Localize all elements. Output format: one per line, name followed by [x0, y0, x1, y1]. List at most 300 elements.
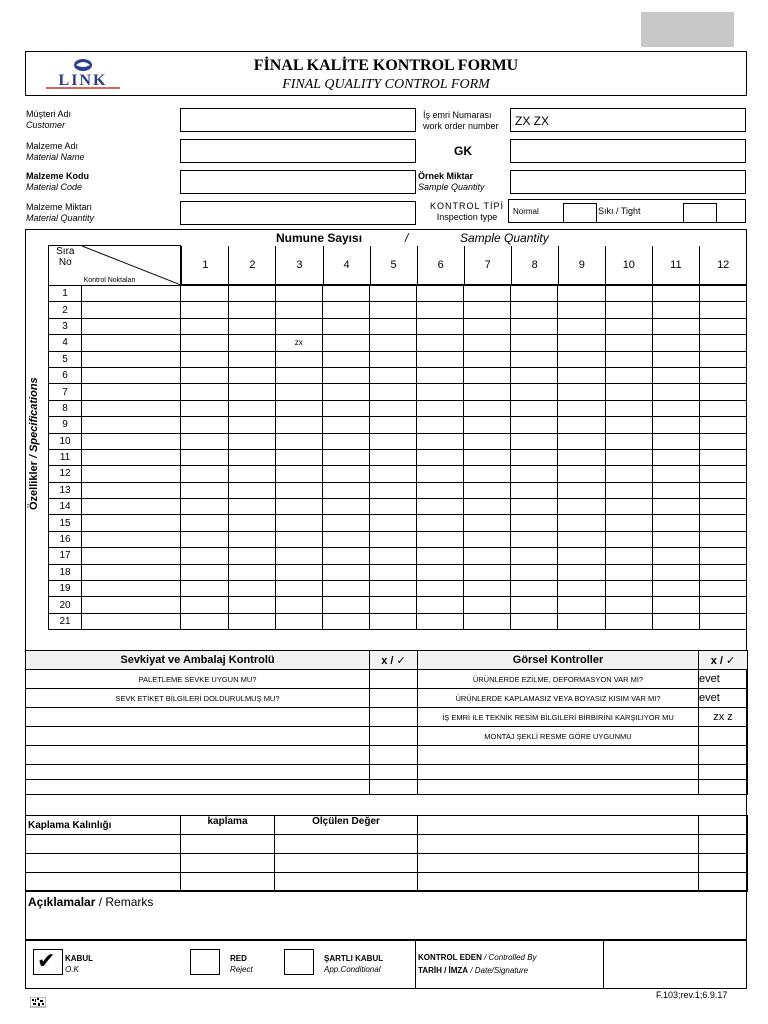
- visual-item[interactable]: [418, 780, 699, 795]
- measurement-cell[interactable]: [558, 515, 605, 531]
- measurement-cell[interactable]: [369, 433, 416, 449]
- measurement-cell[interactable]: [369, 302, 416, 318]
- measurement-cell[interactable]: [228, 449, 275, 465]
- measurement-cell[interactable]: [652, 564, 699, 580]
- gk-field[interactable]: [510, 139, 746, 163]
- control-point-cell[interactable]: [82, 318, 181, 334]
- measurement-cell[interactable]: [652, 449, 699, 465]
- measurement-cell[interactable]: [652, 531, 699, 547]
- measurement-cell[interactable]: [558, 564, 605, 580]
- coating-cell[interactable]: [275, 854, 418, 873]
- measurement-cell[interactable]: [369, 335, 416, 351]
- signature-field[interactable]: [604, 941, 746, 988]
- measurement-cell[interactable]: [228, 384, 275, 400]
- control-point-cell[interactable]: [82, 286, 181, 302]
- measurement-cell[interactable]: [369, 482, 416, 498]
- visual-extra-cell[interactable]: [699, 854, 748, 873]
- measurement-cell[interactable]: [558, 384, 605, 400]
- measurement-cell[interactable]: [275, 581, 322, 597]
- shipping-mark-cell[interactable]: [370, 746, 418, 765]
- coating-cell[interactable]: [181, 873, 275, 892]
- measurement-cell[interactable]: [511, 564, 558, 580]
- measurement-cell[interactable]: [417, 400, 464, 416]
- control-point-cell[interactable]: [82, 384, 181, 400]
- measurement-cell[interactable]: [652, 466, 699, 482]
- control-point-cell[interactable]: [82, 433, 181, 449]
- visual-item[interactable]: [418, 746, 699, 765]
- measurement-cell[interactable]: [275, 302, 322, 318]
- control-point-cell[interactable]: [82, 515, 181, 531]
- measurement-cell[interactable]: [511, 384, 558, 400]
- measurement-cell[interactable]: [275, 351, 322, 367]
- visual-extra-cell[interactable]: [418, 835, 699, 854]
- measurement-cell[interactable]: [275, 286, 322, 302]
- measurement-cell[interactable]: [699, 531, 746, 547]
- measurement-cell[interactable]: [511, 449, 558, 465]
- measurement-cell[interactable]: [181, 335, 228, 351]
- measurement-cell[interactable]: [275, 384, 322, 400]
- measurement-cell[interactable]: [275, 318, 322, 334]
- measurement-cell[interactable]: [699, 548, 746, 564]
- measurement-cell[interactable]: [558, 482, 605, 498]
- measurement-cell[interactable]: [511, 531, 558, 547]
- measurement-cell[interactable]: [228, 433, 275, 449]
- measurement-cell[interactable]: [322, 400, 369, 416]
- visual-extra-cell[interactable]: [699, 873, 748, 892]
- measurement-cell[interactable]: [417, 564, 464, 580]
- shipping-item[interactable]: [26, 746, 370, 765]
- measurement-cell[interactable]: [558, 613, 605, 629]
- measurement-cell[interactable]: [605, 597, 652, 613]
- control-point-cell[interactable]: [82, 302, 181, 318]
- measurement-cell[interactable]: [417, 581, 464, 597]
- measurement-cell[interactable]: [369, 449, 416, 465]
- work-order-field[interactable]: [510, 108, 746, 132]
- sartli-checkbox[interactable]: [284, 949, 314, 975]
- measurement-cell[interactable]: [369, 466, 416, 482]
- measurement-cell[interactable]: [605, 499, 652, 515]
- measurement-cell[interactable]: [605, 466, 652, 482]
- measurement-cell[interactable]: [275, 548, 322, 564]
- measurement-cell[interactable]: [605, 302, 652, 318]
- control-point-cell[interactable]: [82, 335, 181, 351]
- measurement-cell[interactable]: [652, 335, 699, 351]
- visual-mark-cell[interactable]: [699, 746, 748, 765]
- measurement-cell[interactable]: [464, 286, 511, 302]
- measurement-cell[interactable]: [605, 482, 652, 498]
- measurement-cell[interactable]: [605, 613, 652, 629]
- shipping-mark-cell[interactable]: [370, 765, 418, 780]
- measurement-cell[interactable]: [605, 449, 652, 465]
- measurement-cell[interactable]: [322, 286, 369, 302]
- measurement-cell[interactable]: [511, 286, 558, 302]
- measurement-cell[interactable]: [275, 531, 322, 547]
- measurement-cell[interactable]: [417, 318, 464, 334]
- measurement-cell[interactable]: [464, 548, 511, 564]
- control-point-cell[interactable]: [82, 482, 181, 498]
- measurement-cell[interactable]: [605, 400, 652, 416]
- measurement-cell[interactable]: [558, 581, 605, 597]
- measurement-cell[interactable]: [322, 515, 369, 531]
- measurement-cell[interactable]: [417, 367, 464, 383]
- measurement-cell[interactable]: [605, 417, 652, 433]
- measurement-cell[interactable]: [605, 433, 652, 449]
- control-point-cell[interactable]: [82, 351, 181, 367]
- measurement-cell[interactable]: [558, 466, 605, 482]
- measurement-cell[interactable]: [369, 597, 416, 613]
- measurement-cell[interactable]: [322, 499, 369, 515]
- measurement-cell[interactable]: [464, 597, 511, 613]
- measurement-cell[interactable]: [275, 466, 322, 482]
- measurement-cell[interactable]: [605, 531, 652, 547]
- measurement-cell[interactable]: [605, 351, 652, 367]
- measurement-cell[interactable]: [605, 286, 652, 302]
- measurement-cell[interactable]: [181, 351, 228, 367]
- measurement-cell[interactable]: [275, 449, 322, 465]
- measurement-cell[interactable]: [511, 581, 558, 597]
- measurement-cell[interactable]: [558, 318, 605, 334]
- measurement-cell[interactable]: [699, 318, 746, 334]
- measurement-cell[interactable]: [228, 597, 275, 613]
- visual-mark-cell[interactable]: evet: [699, 689, 748, 708]
- measurement-cell[interactable]: [181, 417, 228, 433]
- measurement-cell[interactable]: [699, 449, 746, 465]
- visual-mark-cell[interactable]: [699, 765, 748, 780]
- measurement-cell[interactable]: [558, 597, 605, 613]
- measurement-cell[interactable]: [417, 548, 464, 564]
- measurement-cell[interactable]: [652, 499, 699, 515]
- measurement-cell[interactable]: [511, 400, 558, 416]
- measurement-cell[interactable]: [228, 564, 275, 580]
- measurement-cell[interactable]: [652, 613, 699, 629]
- coating-cell[interactable]: [26, 854, 181, 873]
- sample-qty-field[interactable]: [510, 170, 746, 194]
- measurement-cell[interactable]: [228, 482, 275, 498]
- measurement-cell[interactable]: [511, 351, 558, 367]
- measurement-cell[interactable]: [228, 417, 275, 433]
- control-point-cell[interactable]: [82, 417, 181, 433]
- red-checkbox[interactable]: [190, 949, 220, 975]
- tight-checkbox[interactable]: [683, 203, 717, 223]
- measurement-cell[interactable]: [464, 531, 511, 547]
- customer-field[interactable]: [180, 108, 416, 132]
- measurement-cell[interactable]: [511, 367, 558, 383]
- measurement-cell[interactable]: [464, 335, 511, 351]
- measurement-cell[interactable]: [228, 581, 275, 597]
- measurement-cell[interactable]: [275, 433, 322, 449]
- measurement-cell[interactable]: [181, 482, 228, 498]
- measurement-cell[interactable]: [605, 367, 652, 383]
- measurement-cell[interactable]: [322, 384, 369, 400]
- measurement-cell[interactable]: [699, 597, 746, 613]
- measurement-cell[interactable]: [228, 499, 275, 515]
- measurement-cell[interactable]: [511, 482, 558, 498]
- visual-mark-cell[interactable]: [699, 780, 748, 795]
- measurement-cell[interactable]: [652, 417, 699, 433]
- measurement-cell[interactable]: [369, 400, 416, 416]
- measurement-cell[interactable]: [322, 564, 369, 580]
- measurement-cell[interactable]: [369, 318, 416, 334]
- measurement-cell[interactable]: [464, 515, 511, 531]
- measurement-cell[interactable]: [275, 482, 322, 498]
- control-point-cell[interactable]: [82, 531, 181, 547]
- measurement-cell[interactable]: [417, 531, 464, 547]
- measurement-cell[interactable]: [275, 417, 322, 433]
- measurement-cell[interactable]: [417, 466, 464, 482]
- shipping-mark-cell[interactable]: [370, 689, 418, 708]
- measurement-cell[interactable]: [558, 351, 605, 367]
- measurement-cell[interactable]: [322, 318, 369, 334]
- measurement-cell[interactable]: zx: [275, 335, 322, 351]
- measurement-cell[interactable]: [369, 384, 416, 400]
- measurement-cell[interactable]: [181, 318, 228, 334]
- measurement-cell[interactable]: [275, 499, 322, 515]
- coating-cell[interactable]: [181, 854, 275, 873]
- measurement-cell[interactable]: [275, 597, 322, 613]
- visual-mark-cell[interactable]: [699, 727, 748, 746]
- measurement-cell[interactable]: [417, 449, 464, 465]
- measurement-cell[interactable]: [228, 613, 275, 629]
- control-point-cell[interactable]: [82, 597, 181, 613]
- measurement-cell[interactable]: [369, 351, 416, 367]
- shipping-item[interactable]: [26, 727, 370, 746]
- measurement-cell[interactable]: [417, 384, 464, 400]
- measurement-cell[interactable]: [417, 351, 464, 367]
- measurement-cell[interactable]: [605, 515, 652, 531]
- measurement-cell[interactable]: [652, 515, 699, 531]
- measurement-cell[interactable]: [652, 286, 699, 302]
- measurement-cell[interactable]: [699, 384, 746, 400]
- measurement-cell[interactable]: [228, 286, 275, 302]
- measurement-cell[interactable]: [699, 417, 746, 433]
- measurement-cell[interactable]: [369, 613, 416, 629]
- measurement-cell[interactable]: [511, 499, 558, 515]
- coating-cell[interactable]: [181, 835, 275, 854]
- measurement-cell[interactable]: [652, 581, 699, 597]
- material-qty-field[interactable]: [180, 201, 416, 225]
- measurement-cell[interactable]: [228, 548, 275, 564]
- measurement-cell[interactable]: [464, 302, 511, 318]
- measurement-cell[interactable]: [558, 531, 605, 547]
- measurement-cell[interactable]: [652, 597, 699, 613]
- measurement-cell[interactable]: [558, 400, 605, 416]
- measurement-cell[interactable]: [558, 433, 605, 449]
- measurement-cell[interactable]: [369, 515, 416, 531]
- measurement-cell[interactable]: [464, 499, 511, 515]
- measurement-cell[interactable]: [181, 384, 228, 400]
- measurement-cell[interactable]: [322, 613, 369, 629]
- measurement-cell[interactable]: [652, 351, 699, 367]
- measurement-cell[interactable]: [322, 302, 369, 318]
- measurement-cell[interactable]: [417, 613, 464, 629]
- measurement-cell[interactable]: [228, 318, 275, 334]
- measurement-cell[interactable]: [699, 400, 746, 416]
- coating-cell[interactable]: [26, 873, 181, 892]
- measurement-cell[interactable]: [699, 613, 746, 629]
- measurement-cell[interactable]: [464, 482, 511, 498]
- measurement-cell[interactable]: [464, 466, 511, 482]
- measurement-cell[interactable]: [181, 531, 228, 547]
- measurement-cell[interactable]: [181, 302, 228, 318]
- measurement-cell[interactable]: [322, 581, 369, 597]
- measurement-cell[interactable]: [699, 564, 746, 580]
- measurement-cell[interactable]: [699, 351, 746, 367]
- measurement-cell[interactable]: [558, 417, 605, 433]
- measurement-cell[interactable]: [464, 433, 511, 449]
- measurement-cell[interactable]: [228, 335, 275, 351]
- measurement-cell[interactable]: [322, 433, 369, 449]
- remarks-box[interactable]: [25, 891, 747, 940]
- visual-extra-cell[interactable]: [699, 816, 748, 835]
- measurement-cell[interactable]: [369, 548, 416, 564]
- material-code-field[interactable]: [180, 170, 416, 194]
- measurement-cell[interactable]: [369, 531, 416, 547]
- control-point-cell[interactable]: [82, 499, 181, 515]
- measurement-cell[interactable]: [652, 384, 699, 400]
- measurement-cell[interactable]: [699, 433, 746, 449]
- measurement-cell[interactable]: [699, 466, 746, 482]
- measurement-cell[interactable]: [558, 499, 605, 515]
- measurement-cell[interactable]: [652, 400, 699, 416]
- measurement-cell[interactable]: [369, 367, 416, 383]
- control-point-cell[interactable]: [82, 449, 181, 465]
- measurement-cell[interactable]: [322, 548, 369, 564]
- measurement-cell[interactable]: [464, 367, 511, 383]
- coating-cell[interactable]: [275, 835, 418, 854]
- measurement-cell[interactable]: [699, 515, 746, 531]
- visual-mark-cell[interactable]: evet: [699, 670, 748, 689]
- measurement-cell[interactable]: [605, 318, 652, 334]
- measurement-cell[interactable]: [369, 581, 416, 597]
- measurement-cell[interactable]: [464, 449, 511, 465]
- measurement-cell[interactable]: [605, 335, 652, 351]
- visual-mark-cell[interactable]: zx z: [699, 708, 748, 727]
- measurement-cell[interactable]: [511, 433, 558, 449]
- measurement-cell[interactable]: [605, 384, 652, 400]
- measurement-cell[interactable]: [511, 515, 558, 531]
- measurement-cell[interactable]: [511, 335, 558, 351]
- measurement-cell[interactable]: [181, 400, 228, 416]
- control-point-cell[interactable]: [82, 613, 181, 629]
- measurement-cell[interactable]: [511, 318, 558, 334]
- measurement-cell[interactable]: [417, 499, 464, 515]
- measurement-cell[interactable]: [464, 417, 511, 433]
- measurement-cell[interactable]: [181, 367, 228, 383]
- coating-cell[interactable]: [26, 835, 181, 854]
- measurement-cell[interactable]: [228, 515, 275, 531]
- visual-extra-cell[interactable]: [418, 854, 699, 873]
- measurement-cell[interactable]: [228, 531, 275, 547]
- measurement-cell[interactable]: [699, 286, 746, 302]
- measurement-cell[interactable]: [558, 286, 605, 302]
- control-point-cell[interactable]: [82, 367, 181, 383]
- coating-cell[interactable]: [275, 873, 418, 892]
- measurement-cell[interactable]: [181, 499, 228, 515]
- shipping-mark-cell[interactable]: [370, 670, 418, 689]
- measurement-cell[interactable]: [417, 302, 464, 318]
- measurement-cell[interactable]: [699, 499, 746, 515]
- material-name-field[interactable]: [180, 139, 416, 163]
- measurement-cell[interactable]: [181, 548, 228, 564]
- measurement-cell[interactable]: [652, 548, 699, 564]
- measurement-cell[interactable]: [322, 531, 369, 547]
- shipping-item[interactable]: [26, 780, 370, 795]
- measurement-cell[interactable]: [605, 564, 652, 580]
- measurement-cell[interactable]: [464, 384, 511, 400]
- visual-extra-cell[interactable]: [418, 873, 699, 892]
- measurement-cell[interactable]: [181, 466, 228, 482]
- measurement-cell[interactable]: [369, 286, 416, 302]
- measurement-cell[interactable]: [558, 302, 605, 318]
- measurement-cell[interactable]: [181, 286, 228, 302]
- measurement-cell[interactable]: [464, 581, 511, 597]
- measurement-cell[interactable]: [369, 499, 416, 515]
- measurement-cell[interactable]: [181, 564, 228, 580]
- measurement-cell[interactable]: [605, 581, 652, 597]
- measurement-cell[interactable]: [605, 548, 652, 564]
- measurement-cell[interactable]: [322, 597, 369, 613]
- shipping-item[interactable]: [26, 708, 370, 727]
- control-point-cell[interactable]: [82, 564, 181, 580]
- measurement-cell[interactable]: [558, 449, 605, 465]
- measurement-cell[interactable]: [228, 302, 275, 318]
- shipping-mark-cell[interactable]: [370, 708, 418, 727]
- measurement-cell[interactable]: [699, 302, 746, 318]
- control-point-cell[interactable]: [82, 548, 181, 564]
- measurement-cell[interactable]: [417, 433, 464, 449]
- measurement-cell[interactable]: [417, 335, 464, 351]
- visual-item[interactable]: [418, 765, 699, 780]
- measurement-cell[interactable]: [464, 318, 511, 334]
- measurement-cell[interactable]: [417, 597, 464, 613]
- control-point-cell[interactable]: [82, 466, 181, 482]
- measurement-cell[interactable]: [464, 613, 511, 629]
- kabul-checkbox[interactable]: [33, 949, 63, 975]
- measurement-cell[interactable]: [181, 597, 228, 613]
- measurement-cell[interactable]: [181, 581, 228, 597]
- measurement-cell[interactable]: [417, 515, 464, 531]
- measurement-cell[interactable]: [652, 302, 699, 318]
- measurement-cell[interactable]: [511, 597, 558, 613]
- measurement-cell[interactable]: [322, 449, 369, 465]
- measurement-cell[interactable]: [652, 367, 699, 383]
- measurement-cell[interactable]: [369, 417, 416, 433]
- measurement-cell[interactable]: [699, 581, 746, 597]
- measurement-cell[interactable]: [322, 417, 369, 433]
- measurement-cell[interactable]: [417, 286, 464, 302]
- measurement-cell[interactable]: [228, 400, 275, 416]
- measurement-cell[interactable]: [275, 613, 322, 629]
- measurement-cell[interactable]: [322, 466, 369, 482]
- measurement-cell[interactable]: [417, 482, 464, 498]
- measurement-cell[interactable]: [511, 548, 558, 564]
- measurement-cell[interactable]: [369, 564, 416, 580]
- measurement-cell[interactable]: [652, 482, 699, 498]
- measurement-cell[interactable]: [417, 417, 464, 433]
- measurement-cell[interactable]: [464, 351, 511, 367]
- measurement-cell[interactable]: [464, 564, 511, 580]
- measurement-cell[interactable]: [558, 548, 605, 564]
- measurement-cell[interactable]: [558, 335, 605, 351]
- measurement-cell[interactable]: [275, 564, 322, 580]
- measurement-cell[interactable]: [464, 400, 511, 416]
- measurement-cell[interactable]: [181, 515, 228, 531]
- measurement-cell[interactable]: [228, 351, 275, 367]
- measurement-cell[interactable]: [558, 367, 605, 383]
- shipping-mark-cell[interactable]: [370, 727, 418, 746]
- measurement-cell[interactable]: [511, 302, 558, 318]
- measurement-cell[interactable]: [322, 335, 369, 351]
